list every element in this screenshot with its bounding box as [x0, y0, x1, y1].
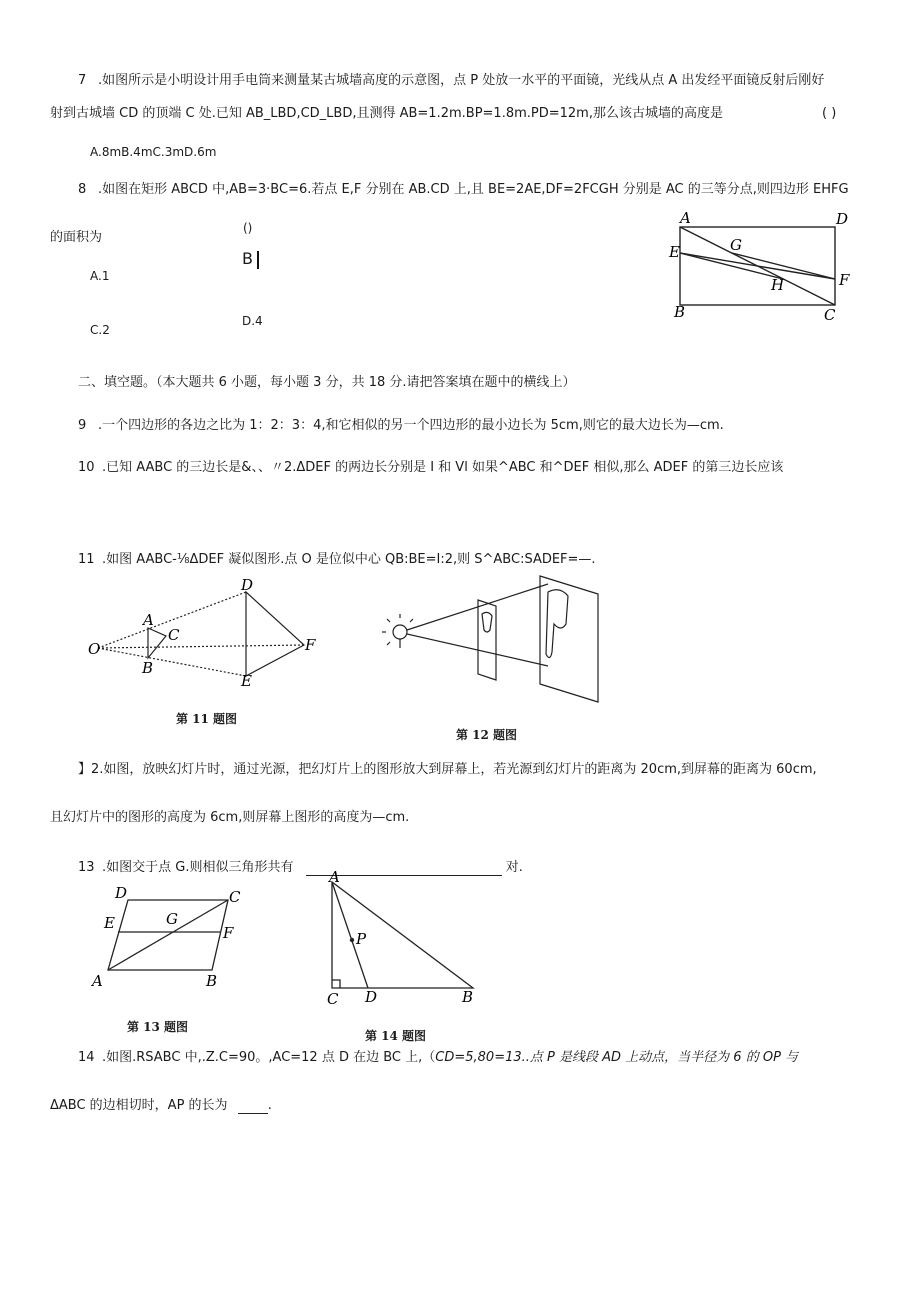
q14-label-p: P: [356, 930, 367, 948]
section-2-heading: 二、填空题。（本大题共 6 小题，每小题 3 分，共 18 分.请把答案填在题中的横线上）: [78, 375, 576, 390]
q12-slide-image: [482, 612, 492, 632]
q14-line2-end: .: [267, 1098, 272, 1113]
q13-label-b: B: [206, 972, 218, 990]
q14-right-angle-mark: [332, 980, 340, 988]
q11-caption: 第 11 题图: [176, 712, 238, 726]
q11-figure: [86, 576, 326, 690]
q14-figure: [318, 868, 488, 1010]
q12-figure: [378, 570, 608, 705]
q14-line2: [50, 1098, 272, 1114]
q8-option-c: C.2: [90, 323, 110, 337]
q8-label-b: B: [674, 303, 686, 321]
q7-answer-paren: ( ): [822, 106, 837, 121]
q11-triangle-abc: [148, 628, 166, 658]
q10-text: .已知 AABC 的三边长是&、、〃2.ΔDEF 的两边长分别是 I 和 Vl 如果^ABC 和^DEF 相似,那么 ADEF 的第三边长应该: [102, 460, 784, 475]
q11-label-a: A: [143, 611, 154, 629]
q12-screen-image: [546, 590, 568, 658]
q11-label-f: F: [305, 636, 316, 654]
q8-option-b-cursor-mark: [257, 251, 259, 269]
q11-text: .如图 AABC-⅛ΔDEF 凝似图形.点 O 是位似中心 QB:BE=I:2,则 S^ABC:SADEF=—.: [102, 552, 596, 567]
q13-label-e: E: [104, 914, 115, 932]
q14-label-a: A: [329, 868, 340, 886]
q14-triangle-abc: [332, 882, 473, 988]
q12-bulb-ray: [387, 619, 390, 622]
q14-label-b: B: [462, 988, 474, 1006]
q11-ray-of: [98, 645, 304, 648]
q8-label-h: H: [771, 276, 785, 294]
q11-ray-oe: [98, 648, 246, 676]
q13-figure: [88, 884, 248, 992]
q14-answer-blank[interactable]: [238, 1099, 268, 1114]
q11-label-b: B: [142, 659, 154, 677]
q9-number: 9: [78, 418, 87, 433]
q13-label-c: C: [229, 888, 241, 906]
q8-label-g: G: [730, 236, 742, 254]
q8-option-a: A.1: [90, 269, 110, 283]
q12-line2: 且幻灯片中的图形的高度为 6cm,则屏幕上图形的高度为—cm.: [50, 810, 410, 825]
q11-label-o: O: [88, 640, 101, 658]
q8-segment-ef: [680, 253, 835, 279]
q8-option-b: [242, 249, 259, 269]
q12-bulb-ray: [387, 642, 390, 645]
q8-label-f: F: [839, 271, 850, 289]
q12-light-bulb-icon: [393, 625, 407, 639]
q14-line1-part-b: CD=5,80=13..点 P 是线段 AD 上动点，当半径为 6 的 OP 与: [435, 1050, 799, 1065]
q13-label-f: F: [223, 924, 234, 942]
q13-text-suffix: 对.: [505, 860, 523, 875]
q12-line1: 】2.如图，放映幻灯片时，通过光源，把幻灯片上的图形放大到屏幕上，若光源到幻灯片的距离为 20cm,到屏幕的距离为 60cm,: [78, 762, 817, 777]
q8-line2: 的面积为: [50, 230, 103, 245]
q7-line1: .如图所示是小明设计用手电筒来测量某古城墙高度的示意图，点 P 处放一水平的平面镜，光线从点 A 出发经平面镜反射后刚好: [98, 73, 825, 88]
q13-label-a: A: [92, 972, 103, 990]
q8-line1: .如图在矩形 ABCD 中,AB=3·BC=6.若点 E,F 分别在 AB.CD 上,且 BE=2AE,DF=2FCGH 分别是 AC 的三等分点,则四边形 EHFG: [98, 182, 849, 197]
q12-screen: [540, 576, 598, 702]
q7-line2: 射到古城墙 CD 的顶端 C 处.已知 AB_LBD,CD_LBD,且测得 AB=1.2m.BP=1.8m.PD=12m,那么该古城墙的高度是: [50, 106, 723, 121]
q10-number: 10: [78, 460, 95, 475]
q11-triangle-def: [246, 592, 304, 676]
q14-point-p: [350, 938, 354, 942]
q8-label-e: E: [669, 243, 680, 261]
q9-text: .一个四边形的各边之比为 1：2：3：4,和它相似的另一个四边形的最小边长为 5cm,则它的最大边长为—cm.: [98, 418, 724, 433]
q7-number: 7: [78, 73, 87, 88]
q14-label-d: D: [365, 988, 378, 1006]
q8-answer-paren: (): [243, 221, 253, 235]
q8-label-d: D: [836, 210, 849, 228]
q14-label-c: C: [327, 990, 339, 1008]
q8-segment-eh: [680, 253, 783, 279]
q8-option-b-label: B: [242, 249, 253, 268]
q14-line1: [102, 1050, 798, 1066]
q13-number: 13: [78, 860, 95, 875]
q11-number: 11: [78, 552, 95, 567]
q12-caption: 第 12 题图: [456, 728, 518, 742]
q14-line2-text: ΔABC 的边相切时，AP 的长为: [50, 1098, 228, 1113]
q13-caption: 第 13 题图: [127, 1020, 189, 1034]
q14-caption: 第 14 题图: [365, 1029, 427, 1043]
q11-label-d: D: [241, 576, 254, 594]
q11-label-e: E: [241, 672, 252, 690]
q13-text-main: .如图交于点 G.则相似三角形共有: [102, 860, 294, 875]
q7-options: A.8mB.4mC.3mD.6m: [90, 145, 217, 159]
q8-number: 8: [78, 182, 87, 197]
q14-number: 14: [78, 1050, 95, 1065]
q11-label-c: C: [168, 626, 180, 644]
q12-bulb-ray: [410, 619, 413, 622]
q13-label-d: D: [115, 884, 128, 902]
q8-label-c: C: [824, 306, 836, 324]
q8-figure: [668, 208, 858, 323]
q14-line1-part-a: .如图.RSABC 中,.Z.C=90。,AC=12 点 D 在边 BC 上,（: [102, 1050, 436, 1065]
q8-option-d: D.4: [242, 314, 263, 328]
q13-label-g: G: [166, 910, 178, 928]
q8-label-a: A: [680, 209, 691, 227]
